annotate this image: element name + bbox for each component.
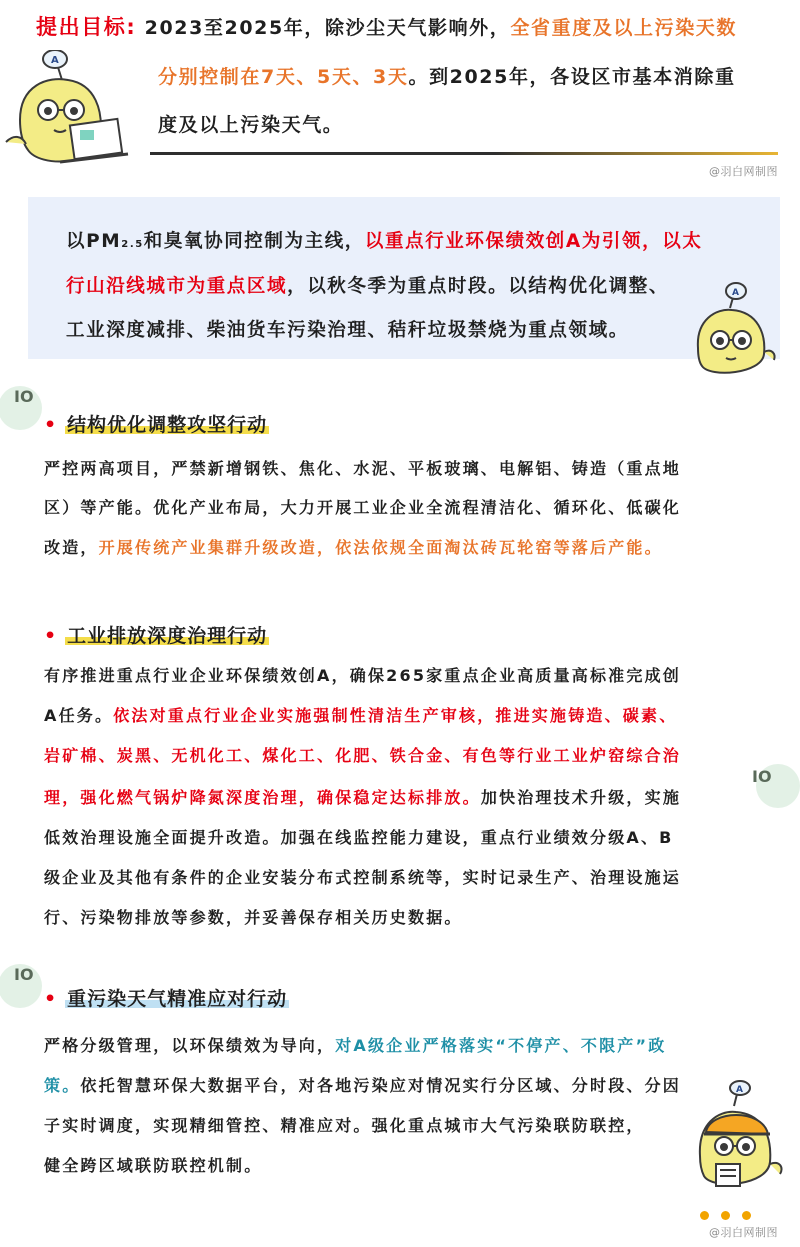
target-line-3: 度及以上污染天气。 bbox=[158, 114, 344, 136]
section-1-title: • 结构优化调整攻坚行动 bbox=[44, 414, 268, 436]
section-1-line-1: 严控两高项目，严禁新增钢铁、焦化、水泥、平板玻璃、电解铝、铸造（重点地 bbox=[44, 459, 682, 478]
main-box-line-3: 工业深度减排、柴油货车污染治理、秸秆垃圾禁烧为重点领域。 bbox=[66, 320, 629, 341]
mascot-badge-text: A bbox=[51, 55, 59, 66]
section-3-title: • 重污染天气精准应对行动 bbox=[44, 988, 288, 1010]
section-2-line-6: 级企业及其他有条件的企业安装分布式控制系统等，实时记录生产、治理设施运 bbox=[44, 868, 682, 887]
section-2-line-4: 理，强化燃气锅炉降氮深度治理，确保稳定达标排放。加快治理技术升级，实施 bbox=[44, 788, 682, 807]
decorative-logo-right bbox=[722, 760, 800, 810]
watermark-bottom: @羽白网制图 bbox=[709, 1226, 778, 1239]
target-label: 提出目标: bbox=[36, 15, 137, 39]
target-line-1: 提出目标: 2023至2025年，除沙尘天气影响外，全省重度及以上污染天数 bbox=[36, 15, 737, 39]
section-3-line-1: 严格分级管理，以环保绩效为导向，对A级企业严格落实“不停产、不限产”政 bbox=[44, 1036, 667, 1055]
section-2-line-5: 低效治理设施全面提升改造。加强在线监控能力建设，重点行业绩效分级A、B bbox=[44, 828, 674, 847]
target-underline bbox=[150, 152, 778, 155]
mascot-laptop-illustration bbox=[0, 50, 140, 175]
svg-text:IO: IO bbox=[14, 965, 34, 984]
section-2-line-1: 有序推进重点行业企业环保绩效创A，确保265家重点企业高质量高标准完成创 bbox=[44, 666, 681, 685]
section-1-line-3: 改造，开展传统产业集群升级改造，依法依规全面淘汰砖瓦轮窑等落后产能。 bbox=[44, 538, 663, 557]
target-line-2: 分别控制在7天、5天、3天。到2025年，各设区市基本消除重 bbox=[158, 66, 736, 88]
section-2-line-7: 行、污染物排放等参数，并妥善保存相关历史数据。 bbox=[44, 908, 463, 927]
section-3-line-3: 子实时调度，实现精细管控、精准应对。强化重点城市大气污染联防联控， bbox=[44, 1116, 645, 1135]
section-2-title: • 工业排放深度治理行动 bbox=[44, 625, 268, 647]
mascot-glasses-illustration bbox=[680, 282, 780, 382]
mascot-helmet-illustration bbox=[680, 1080, 790, 1200]
main-policy-box bbox=[28, 197, 780, 359]
section-2-line-3: 岩矿棉、炭黑、无机化工、煤化工、化肥、铁合金、有色等行业工业炉窑综合治 bbox=[44, 746, 682, 765]
svg-text:IO: IO bbox=[752, 767, 772, 786]
mascot-badge-text-2: A bbox=[732, 288, 739, 298]
section-3-line-2: 策。依托智慧环保大数据平台，对各地污染应对情况实行分区域、分时段、分因 bbox=[44, 1076, 682, 1095]
target-section bbox=[0, 0, 800, 185]
decorative-dots bbox=[700, 1205, 763, 1224]
section-1-line-2: 区）等产能。优化产业布局，大力开展工业企业全流程清洁化、循环化、低碳化 bbox=[44, 498, 682, 517]
main-box-line-1: 以PM2.5和臭氧协同控制为主线，以重点行业环保绩效创A为引领，以太 bbox=[66, 231, 703, 252]
svg-text:IO: IO bbox=[14, 387, 34, 406]
watermark-top: @羽白网制图 bbox=[709, 165, 778, 178]
mascot-badge-text-3: A bbox=[736, 1085, 743, 1095]
section-3-line-4: 健全跨区域联防联控机制。 bbox=[44, 1156, 263, 1175]
section-2-line-2: A任务。依法对重点行业企业实施强制性清洁生产审核，推进实施铸造、碳素、 bbox=[44, 706, 678, 725]
main-box-line-2: 行山沿线城市为重点区域，以秋冬季为重点时段。以结构优化调整、 bbox=[66, 276, 670, 297]
